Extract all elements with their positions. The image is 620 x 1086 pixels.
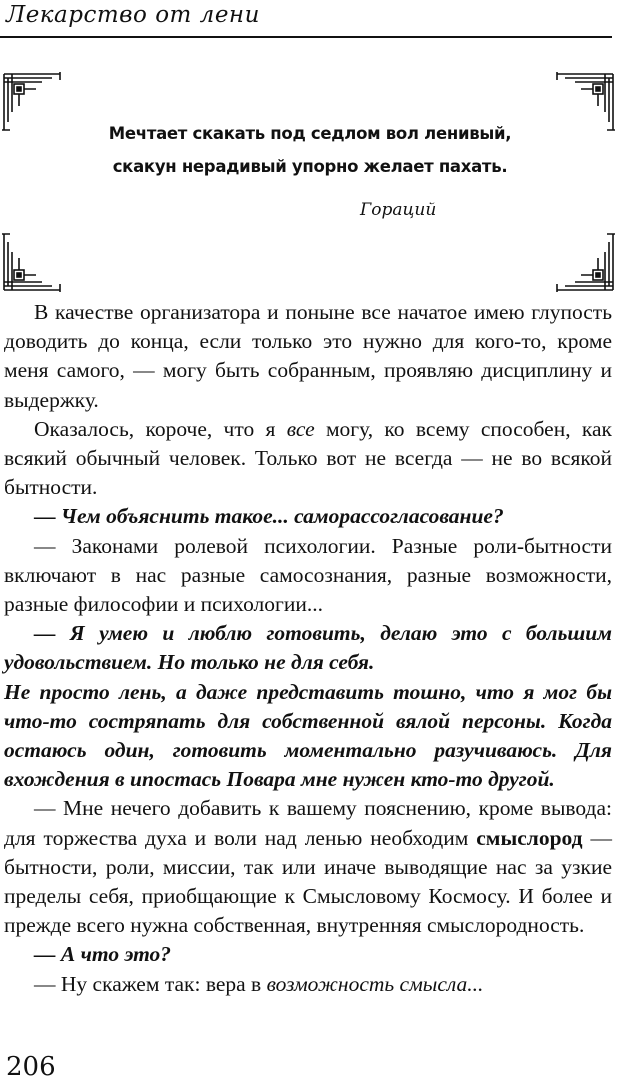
header-rule bbox=[0, 36, 612, 38]
corner-ornament-bottom-right-icon bbox=[553, 230, 615, 292]
corner-ornament-top-left-icon bbox=[2, 72, 64, 134]
body-text bbox=[4, 298, 612, 999]
corner-ornament-top-right-icon bbox=[553, 72, 615, 134]
emphasis-term: смыслород bbox=[476, 825, 583, 850]
paragraph: — Мне нечего добавить к вашему пояснению, кроме вывода: для торжества духа и воли над ленью необходим смыслород — бытности, роли, миссии, так или иначе выводящие нас за узкие пределы себя, приобщающие к Смысловому Космосу. И более и прежде всего нужна собственная, внутренняя смыслородность. bbox=[4, 796, 613, 938]
paragraph: В качестве организатора и поныне все начатое имею глупость доводить до конца, если только это нужно для кого-то, кроме меня самого, — могу быть собранным, проявляю дисциплину и выдержку. bbox=[4, 300, 612, 412]
paragraph: Оказалось, короче, что я все могу, ко всему способен, как всякий обычный человек. Только вот не всегда — не во всякой бытности. bbox=[4, 416, 612, 500]
question-paragraph: — Я умею и люблю готовить, делаю это с большим удовольствием. Но только не для себя. bbox=[4, 621, 612, 675]
epigraph-author: Гораций bbox=[360, 200, 437, 220]
paragraph: — Законами ролевой психологии. Разные роли-бытности включают в нас разные самосознания, разные возможности, разные философии и психологии... bbox=[4, 533, 612, 617]
page-number: 206 bbox=[6, 1052, 56, 1082]
question-paragraph: — А что это? bbox=[34, 942, 172, 967]
running-title: Лекарство от лени bbox=[6, 2, 260, 28]
paragraph: — Ну скажем так: вера в возможность смысла... bbox=[34, 971, 484, 996]
epigraph-line-2: скакун нерадивый упорно желает пахать. bbox=[112, 157, 508, 176]
corner-ornament-bottom-left-icon bbox=[2, 230, 64, 292]
question-paragraph: — Чем объяснить такое... саморассогласование? bbox=[34, 504, 504, 529]
epigraph-line-1: Мечтает скакать под седлом вол ленивый, bbox=[108, 124, 512, 143]
question-paragraph: Не просто лень, а даже представить тошно, что я мог бы что-то состряпать для собственной вялой персоны. Когда остаюсь один, готовить моментально разучиваюсь. Для вхождения в ипостась Повара мне нужен кто-то другой. bbox=[4, 679, 612, 792]
